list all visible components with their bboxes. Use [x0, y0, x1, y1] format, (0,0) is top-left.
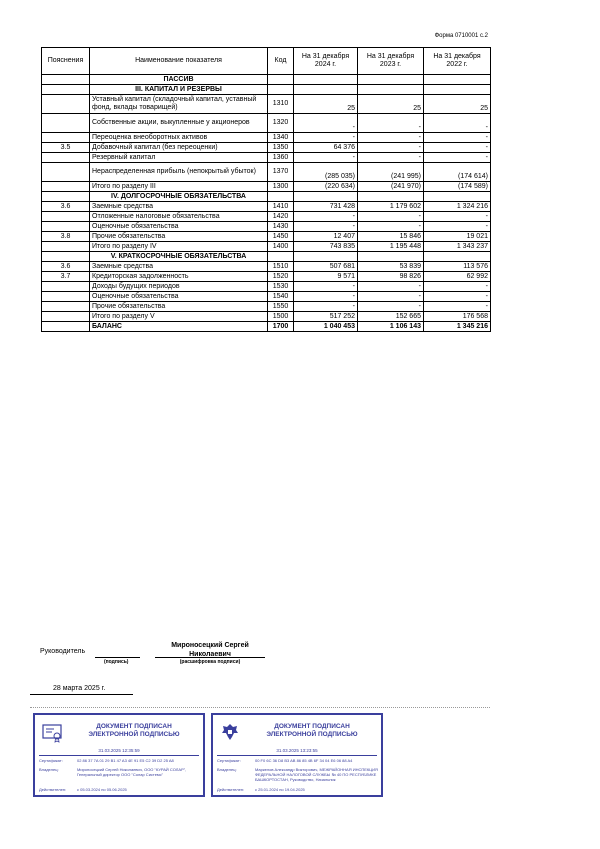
indicator-cell: Добавочный капитал (без переоценки) — [90, 143, 268, 153]
owner-label: Владелец: — [39, 767, 59, 772]
code-cell: 1300 — [268, 182, 294, 192]
stamp-datetime: 31.03.2025 12:35:59 — [98, 748, 140, 753]
notes-cell — [42, 282, 90, 292]
value-2022-cell: (174 589) — [424, 182, 491, 192]
table-header-row — [42, 48, 491, 75]
value-2022-cell: - — [424, 222, 491, 232]
table-row — [42, 272, 491, 282]
notes-cell — [42, 302, 90, 312]
e-signature-stamp-tax-office — [211, 713, 383, 797]
value-2024-cell: - — [294, 292, 358, 302]
indicator-cell: Собственные акции, выкупленные у акционеров — [90, 114, 268, 133]
notes-cell — [42, 75, 90, 85]
value-2023-cell: - — [358, 282, 424, 292]
value-2023-cell: 98 826 — [358, 272, 424, 282]
code-cell: 1420 — [268, 212, 294, 222]
e-signature-stamp-director — [33, 713, 205, 797]
value-2022-cell: - — [424, 153, 491, 163]
code-cell: 1340 — [268, 133, 294, 143]
notes-cell: 3.5 — [42, 143, 90, 153]
code-cell: 1450 — [268, 232, 294, 242]
notes-cell — [42, 322, 90, 332]
value-2023-cell: 15 846 — [358, 232, 424, 242]
director-role: Руководитель — [40, 648, 86, 655]
value-cell — [294, 192, 358, 202]
notes-cell: 3.6 — [42, 202, 90, 212]
notes-cell — [42, 222, 90, 232]
certificate-icon — [41, 721, 63, 743]
value-2023-cell: - — [358, 143, 424, 153]
table-row — [42, 282, 491, 292]
valid-value: с 25.01.2024 по 19.04.2025 — [255, 787, 305, 792]
value-2022-cell: - — [424, 114, 491, 133]
table-row — [42, 292, 491, 302]
value-2022-cell: 1 343 237 — [424, 242, 491, 252]
owner-label: Владелец: — [217, 767, 237, 772]
value-2024-cell: 1 040 453 — [294, 322, 358, 332]
indicator-cell: Кредиторская задолженность — [90, 272, 268, 282]
name-line — [155, 657, 265, 658]
value-2023-cell: 1 106 143 — [358, 322, 424, 332]
stamp-title-line1: ДОКУМЕНТ ПОДПИСАН — [274, 723, 350, 730]
value-2024-cell: 517 252 — [294, 312, 358, 322]
value-2023-cell: (241 995) — [358, 163, 424, 182]
cert-value: 00 F0 6C 36 D8 B3 AB 86 85 4B 6F 34 04 E6 06 88 A4 — [255, 758, 353, 763]
notes-cell — [42, 312, 90, 322]
value-2022-cell: 1 324 216 — [424, 202, 491, 212]
value-2023-cell: - — [358, 302, 424, 312]
table-row — [42, 232, 491, 242]
value-2024-cell: (220 634) — [294, 182, 358, 192]
valid-label: Действителен: — [39, 787, 67, 792]
value-2023-cell: - — [358, 114, 424, 133]
notes-cell — [42, 242, 90, 252]
stamp-title — [65, 723, 203, 739]
cert-value: 02 86 37 7A 01 29 B1 47 A3 4E 91 E5 C2 39 D2 25 A8 — [77, 758, 174, 763]
value-2022-cell: (174 614) — [424, 163, 491, 182]
value-cell — [424, 252, 491, 262]
stamp-datetime: 31.03.2025 13:23:55 — [276, 748, 318, 753]
indicator-cell: Нераспределенная прибыль (непокрытый убыток) — [90, 163, 268, 182]
signature-caption: (подпись) — [104, 659, 129, 665]
director-name: Мироносецкий Сергей Николаевич — [171, 642, 249, 658]
indicator-cell: Итого по разделу IV — [90, 242, 268, 252]
value-2023-cell: - — [358, 153, 424, 163]
code-cell: 1510 — [268, 262, 294, 272]
stamp-divider — [39, 755, 199, 756]
notes-cell — [42, 192, 90, 202]
header-notes: Пояснения — [42, 48, 90, 75]
double-headed-eagle-emblem-icon — [219, 721, 241, 743]
value-2024-cell: 731 428 — [294, 202, 358, 212]
code-cell: 1550 — [268, 302, 294, 312]
indicator-cell: Оценочные обязательства — [90, 222, 268, 232]
value-2024-cell: 12 407 — [294, 232, 358, 242]
indicator-cell: Отложенные налоговые обязательства — [90, 212, 268, 222]
value-2024-cell: - — [294, 302, 358, 312]
stamp-title-line2: ЭЛЕКТРОННОЙ ПОДПИСЬЮ — [266, 731, 358, 738]
section-row — [42, 192, 491, 202]
value-cell — [358, 192, 424, 202]
table-row — [42, 133, 491, 143]
code-cell: 1700 — [268, 322, 294, 332]
stamp-title-line1: ДОКУМЕНТ ПОДПИСАН — [96, 723, 172, 730]
table-row — [42, 242, 491, 252]
value-2024-cell: (285 035) — [294, 163, 358, 182]
indicator-cell: Переоценка внеоборотных активов — [90, 133, 268, 143]
table-row — [42, 182, 491, 192]
value-2023-cell: - — [358, 133, 424, 143]
indicator-cell: Заемные средства — [90, 202, 268, 212]
value-2022-cell: 176 568 — [424, 312, 491, 322]
table-row — [42, 322, 491, 332]
section-title: V. КРАТКОСРОЧНЫЕ ОБЯЗАТЕЛЬСТВА — [90, 252, 268, 262]
table-row — [42, 143, 491, 153]
indicator-cell: Резервный капитал — [90, 153, 268, 163]
value-2022-cell: - — [424, 292, 491, 302]
code-cell — [268, 75, 294, 85]
table-row — [42, 312, 491, 322]
value-2023-cell: (241 970) — [358, 182, 424, 192]
value-2023-cell: 1 179 602 — [358, 202, 424, 212]
table-row — [42, 202, 491, 212]
value-2023-cell: 1 195 448 — [358, 242, 424, 252]
signing-date: 28 марта 2025 г. — [53, 685, 106, 692]
cert-label: Сертификат: — [39, 758, 63, 763]
value-2024-cell: - — [294, 222, 358, 232]
value-cell — [294, 75, 358, 85]
code-cell: 1530 — [268, 282, 294, 292]
value-2022-cell: - — [424, 143, 491, 153]
value-cell — [294, 252, 358, 262]
value-2022-cell: 62 992 — [424, 272, 491, 282]
value-2024-cell: 25 — [294, 95, 358, 114]
section-title: III. КАПИТАЛ И РЕЗЕРВЫ — [90, 85, 268, 95]
section-title: IV. ДОЛГОСРОЧНЫЕ ОБЯЗАТЕЛЬСТВА — [90, 192, 268, 202]
value-2024-cell: 743 835 — [294, 242, 358, 252]
indicator-cell: Доходы будущих периодов — [90, 282, 268, 292]
signature-line — [95, 657, 140, 658]
code-cell: 1370 — [268, 163, 294, 182]
value-cell — [358, 252, 424, 262]
value-2022-cell: 1 345 216 — [424, 322, 491, 332]
form-code: Форма 0710001 с.2 — [434, 33, 488, 39]
notes-cell — [42, 163, 90, 182]
notes-cell — [42, 212, 90, 222]
section-title: ПАССИВ — [90, 75, 268, 85]
indicator-cell: Прочие обязательства — [90, 302, 268, 312]
stamp-title-line2: ЭЛЕКТРОННОЙ ПОДПИСЬЮ — [88, 731, 180, 738]
value-2024-cell: - — [294, 282, 358, 292]
value-cell — [424, 75, 491, 85]
valid-value: с 05.03.2024 по 05.06.2025 — [77, 787, 127, 792]
value-2024-cell: - — [294, 133, 358, 143]
notes-cell — [42, 292, 90, 302]
code-cell: 1410 — [268, 202, 294, 212]
indicator-cell: Итого по разделу V — [90, 312, 268, 322]
stamp-divider — [217, 755, 377, 756]
header-2022: На 31 декабря 2022 г. — [424, 48, 491, 75]
code-cell — [268, 192, 294, 202]
notes-cell — [42, 182, 90, 192]
value-2022-cell: - — [424, 302, 491, 312]
notes-cell — [42, 153, 90, 163]
value-cell — [358, 75, 424, 85]
value-2024-cell: - — [294, 114, 358, 133]
code-cell: 1310 — [268, 95, 294, 114]
header-code: Код — [268, 48, 294, 75]
name-caption: (расшифровка подписи) — [179, 659, 241, 665]
value-2023-cell: - — [358, 212, 424, 222]
code-cell — [268, 252, 294, 262]
table-row — [42, 153, 491, 163]
value-2023-cell: 152 665 — [358, 312, 424, 322]
value-2024-cell: 507 681 — [294, 262, 358, 272]
table-row — [42, 262, 491, 272]
code-cell: 1540 — [268, 292, 294, 302]
header-2023: На 31 декабря 2023 г. — [358, 48, 424, 75]
code-cell: 1500 — [268, 312, 294, 322]
notes-cell: 3.8 — [42, 232, 90, 242]
table-row — [42, 163, 491, 182]
code-cell: 1350 — [268, 143, 294, 153]
code-cell: 1430 — [268, 222, 294, 232]
value-cell — [424, 192, 491, 202]
owner-value: Маркелов Александр Викторович, МЕЖРАЙОННАЯ ИНСПЕКЦИЯ ФЕДЕРАЛЬНОЙ НАЛОГОВОЙ СЛУЖБЫ № 40 ПО РЕСПУБЛИКЕ БАШКОРТОСТАН, Руководство, Начальник — [255, 767, 378, 782]
date-line — [30, 694, 133, 695]
value-cell — [294, 85, 358, 95]
value-2024-cell: - — [294, 153, 358, 163]
code-cell: 1320 — [268, 114, 294, 133]
code-cell — [268, 85, 294, 95]
notes-cell: 3.6 — [42, 262, 90, 272]
table-row — [42, 302, 491, 312]
notes-cell: 3.7 — [42, 272, 90, 282]
value-2022-cell: 19 021 — [424, 232, 491, 242]
stamp-title — [243, 723, 381, 739]
notes-cell — [42, 252, 90, 262]
notes-cell — [42, 114, 90, 133]
value-cell — [424, 85, 491, 95]
indicator-cell: Прочие обязательства — [90, 232, 268, 242]
value-2023-cell: - — [358, 222, 424, 232]
value-2024-cell: - — [294, 212, 358, 222]
indicator-cell: БАЛАНС — [90, 322, 268, 332]
section-row — [42, 75, 491, 85]
code-cell: 1360 — [268, 153, 294, 163]
value-2023-cell: 25 — [358, 95, 424, 114]
value-2022-cell: 25 — [424, 95, 491, 114]
value-cell — [358, 85, 424, 95]
notes-cell — [42, 85, 90, 95]
code-cell: 1400 — [268, 242, 294, 252]
divider — [30, 707, 490, 708]
table-row — [42, 114, 491, 133]
header-2024: На 31 декабря 2024 г. — [294, 48, 358, 75]
notes-cell — [42, 95, 90, 114]
indicator-cell: Итого по разделу III — [90, 182, 268, 192]
code-cell: 1520 — [268, 272, 294, 282]
indicator-cell: Заемные средства — [90, 262, 268, 272]
header-indicator: Наименование показателя — [90, 48, 268, 75]
valid-label: Действителен: — [217, 787, 245, 792]
value-2022-cell: - — [424, 212, 491, 222]
balance-sheet-body — [42, 75, 491, 332]
cert-label: Сертификат: — [217, 758, 241, 763]
balance-sheet-table — [41, 47, 491, 332]
value-2022-cell: - — [424, 282, 491, 292]
notes-cell — [42, 133, 90, 143]
indicator-cell: Уставный капитал (складочный капитал, уставный фонд, вклады товарищей) — [90, 95, 268, 114]
table-row — [42, 222, 491, 232]
value-2024-cell: 9 571 — [294, 272, 358, 282]
indicator-cell: Оценочные обязательства — [90, 292, 268, 302]
value-2023-cell: 53 839 — [358, 262, 424, 272]
value-2022-cell: - — [424, 133, 491, 143]
section-row — [42, 252, 491, 262]
table-row — [42, 212, 491, 222]
table-row — [42, 95, 491, 114]
owner-value: Мироносецкий Сергей Николаевич, ООО "КУРАЙ СОЛАР", Генеральный директор ООО "Солар Системс" — [77, 767, 187, 777]
value-2022-cell: 113 576 — [424, 262, 491, 272]
value-2024-cell: 64 376 — [294, 143, 358, 153]
section-row — [42, 85, 491, 95]
value-2023-cell: - — [358, 292, 424, 302]
